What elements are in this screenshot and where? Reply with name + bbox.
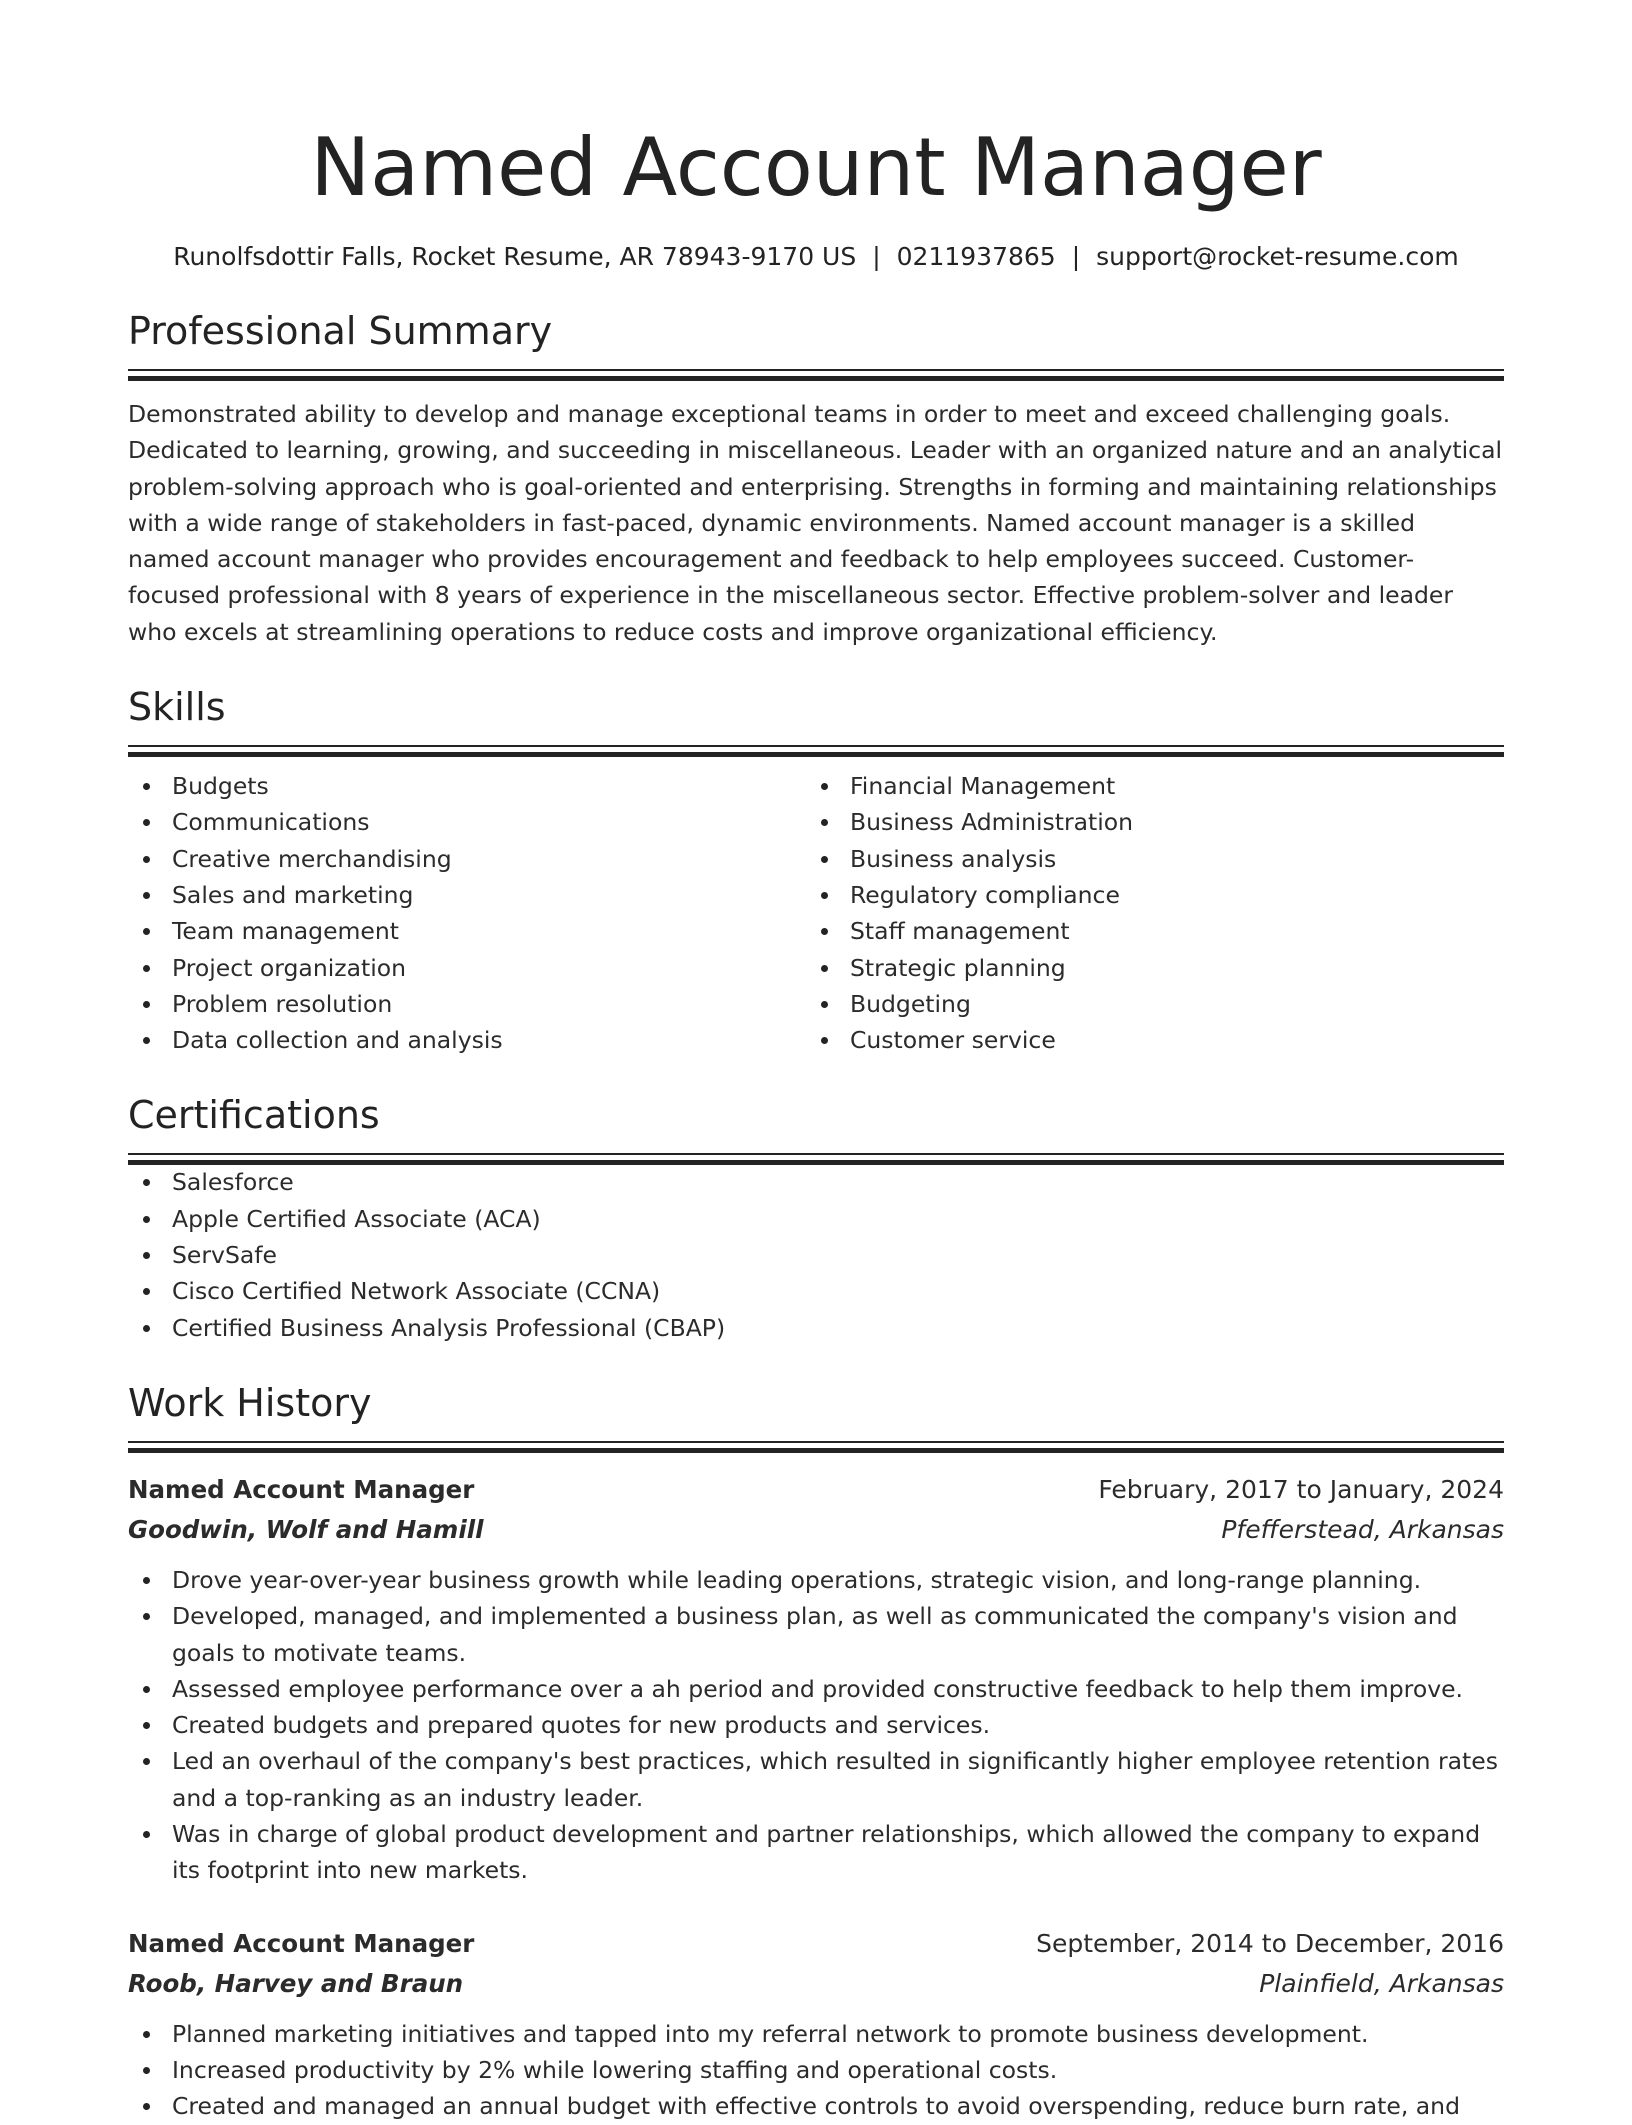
job-dates: September, 2014 to December, 2016	[1036, 1928, 1504, 1958]
skills-column-right	[806, 768, 1484, 1058]
job-entry	[128, 1470, 1504, 1889]
job-duty-item: Created and managed an annual budget with effective controls to avoid overspending, reduce burn rate, and	[172, 2088, 1504, 2124]
skill-item: Business analysis	[850, 841, 1484, 877]
job-duty-item: Developed, managed, and implemented a business plan, as well as communicated the company's vision and goals to motivate teams.	[172, 1598, 1504, 1671]
skills-section	[128, 683, 1504, 1058]
skill-item: Customer service	[850, 1022, 1484, 1058]
skill-item: Business Administration	[850, 804, 1484, 840]
job-duty-item: Was in charge of global product development and partner relationships, which allowed the company to expand its footprint into new markets.	[172, 1816, 1504, 1889]
job-company-row	[128, 1510, 1504, 1550]
job-duty-item: Increased productivity by 2% while lowering staffing and operational costs.	[172, 2052, 1504, 2088]
skills-column-left	[128, 768, 806, 1058]
skill-item: Budgets	[172, 768, 806, 804]
skill-item: Staff management	[850, 913, 1484, 949]
skill-item: Regulatory compliance	[850, 877, 1484, 913]
job-header-row	[128, 1924, 1504, 1964]
skills-grid	[128, 768, 1504, 1058]
skill-item: Team management	[172, 913, 806, 949]
certification-list	[128, 1164, 1504, 1345]
work-history-section	[128, 1379, 1504, 2125]
job-duty-item: Planned marketing initiatives and tapped into my referral network to promote business development.	[172, 2016, 1504, 2052]
section-title-summary: Professional Summary	[128, 309, 553, 353]
skill-item: Financial Management	[850, 768, 1484, 804]
job-company: Goodwin, Wolf and Hamill	[128, 1514, 484, 1544]
contact-address: Runolfsdottir Falls, Rocket Resume, AR 78943-9170 US	[173, 242, 857, 271]
certification-item: ServSafe	[172, 1237, 1504, 1273]
section-divider	[128, 1153, 1504, 1164]
job-duties	[128, 1562, 1504, 1889]
job-title: Named Account Manager	[128, 1474, 475, 1504]
skill-item: Problem resolution	[172, 986, 806, 1022]
section-title-certifications: Certifications	[128, 1093, 380, 1138]
job-location: Pfefferstead, Arkansas	[1221, 1514, 1504, 1544]
resume-page	[128, 118, 1504, 2125]
contact-email: support@rocket-resume.com	[1096, 242, 1459, 271]
job-title: Named Account Manager	[128, 1928, 475, 1958]
certification-item: Apple Certified Associate (ACA)	[172, 1201, 1504, 1237]
skill-item: Budgeting	[850, 986, 1484, 1022]
contact-separator: |	[872, 242, 881, 271]
job-company-row	[128, 1964, 1504, 2004]
job-duty-item: Drove year-over-year business growth while leading operations, strategic vision, and long-range planning.	[172, 1562, 1504, 1598]
certification-item: Salesforce	[172, 1164, 1504, 1200]
job-entry	[128, 1924, 1504, 2125]
section-divider	[128, 369, 1504, 380]
skill-item: Creative merchandising	[172, 841, 806, 877]
skill-item: Project organization	[172, 950, 806, 986]
job-dates: February, 2017 to January, 2024	[1098, 1474, 1504, 1504]
resume-name: Named Account Manager	[310, 121, 1322, 214]
certification-item: Certified Business Analysis Professional (CBAP)	[172, 1310, 1504, 1346]
contact-line	[128, 240, 1504, 274]
job-duties	[128, 2016, 1504, 2125]
certification-item: Cisco Certified Network Associate (CCNA)	[172, 1273, 1504, 1309]
skill-item: Strategic planning	[850, 950, 1484, 986]
contact-phone: 0211937865	[896, 242, 1056, 271]
job-duty-item: Created budgets and prepared quotes for new products and services.	[172, 1707, 1504, 1743]
section-title-skills: Skills	[128, 685, 226, 730]
job-duty-item: Led an overhaul of the company's best practices, which resulted in significantly higher employee retention rates and a top-ranking as an industry leader.	[172, 1743, 1504, 1816]
section-divider	[128, 1441, 1504, 1452]
section-divider	[128, 745, 1504, 756]
skill-item: Data collection and analysis	[172, 1022, 806, 1058]
summary-text: Demonstrated ability to develop and manage exceptional teams in order to meet and exceed challenging goals. Dedicated to learning, growing, and succeeding in miscellaneous. Leader with an organized nature and an analytical problem-solving approach who is goal-oriented and enterprising. Strengths in forming and maintaining relationships with a wide range of stakeholders in fast-paced, dynamic environments. Named account manager is a skilled named account manager who provides encouragement and feedback to help employees succeed. Customer-focused professional with 8 years of experience in the miscellaneous sector. Effective problem-solver and leader who excels at streamlining operations to reduce costs and improve organizational efficiency.	[128, 400, 1503, 646]
job-header-row	[128, 1470, 1504, 1510]
job-duty-item: Assessed employee performance over a ah period and provided constructive feedback to help them improve.	[172, 1671, 1504, 1707]
contact-separator: |	[1071, 242, 1081, 271]
certifications-section	[128, 1091, 1504, 1345]
job-company: Roob, Harvey and Braun	[128, 1968, 464, 1998]
section-title-work-history: Work History	[128, 1380, 372, 1425]
skill-item: Communications	[172, 804, 806, 840]
job-location: Plainfield, Arkansas	[1259, 1968, 1504, 1998]
skill-item: Sales and marketing	[172, 877, 806, 913]
summary-section	[128, 307, 1504, 650]
